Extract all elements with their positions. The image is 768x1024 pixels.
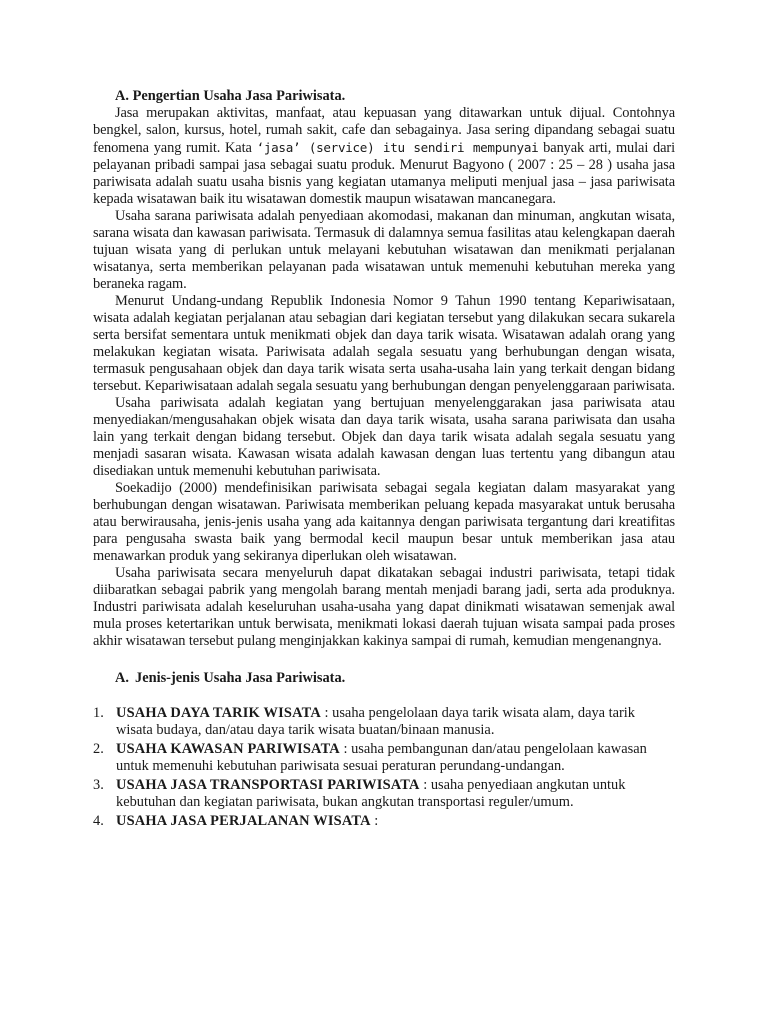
list-item-term: USAHA DAYA TARIK WISATA [116,705,321,721]
document-body [93,88,675,832]
list-item-number: 4. [93,813,104,829]
list-item-term: USAHA KAWASAN PARIWISATA [116,741,340,757]
list-item-term: USAHA JASA TRANSPORTASI PARIWISATA [116,777,420,793]
paragraph-1-text-a: Jasa merupakan aktivitas, manfaat, atau kepuasan yang ditawarkan untuk dijual. Contohnya bengkel, salon, kursus, hotel, rumah sakit, cafe dan sebagainya. Jasa sering dipandang sebagai suatu fenomena yang rumit. Kata [93,105,675,156]
paragraph-2: Usaha sarana pariwisata adalah penyediaan akomodasi, makanan dan minuman, angkutan wisata, sarana wisata dan kawasan pariwisata. Termasuk di dalamnya semua fasilitas atau kelengkapan daerah tujuan wisata yang di perlukan untuk melayani kebutuhan wisatawan dan menikmati perjalanan wisatanya, serta memberikan pelayanan pada wisatawan untuk memenuhi kebutuhan mereka yang beraneka ragam. [93,208,675,292]
list-item-number: 2. [93,741,104,757]
list-item [93,741,675,775]
section-heading-pengertian: A. Pengertian Usaha Jasa Pariwisata. [115,88,346,104]
list-item-description: : usaha penyediaan angkutan untuk kebutuhan dan kegiatan pariwisata, bukan angkutan transportasi reguler/umum. [116,777,626,810]
list-item-term: USAHA JASA PERJALANAN WISATA [116,813,371,829]
paragraph-1-mono-text: ‘jasa’ (service) itu sendiri mempunyai [256,140,539,155]
list-item-description: : usaha pengelolaan daya tarik wisata alam, daya tarik wisata budaya, dan/atau daya tarik wisata buatan/binaan manusia. [116,705,636,738]
list-item-number: 3. [93,777,104,793]
list-item [93,777,675,811]
paragraph-6: Usaha pariwisata secara menyeluruh dapat dikatakan sebagai industri pariwisata, tetapi tidak diibaratkan sebagai pabrik yang mengolah barang mentah menjadi barang jadi, serta ada produknya. Industri pariwisata adalah keseluruhan usaha-usaha yang dapat dinikmati wisatawan semenjak awal mula proses ketertarikan untuk berwisata, menikmati lokasi daerah tujuan wisata sampai pada proses akhir wisatawan tersebut pulang menginjakkan kakinya sampai di rumah, kemudian mengenangnya. [93,565,675,649]
paragraph-5: Soekadijo (2000) mendefinisikan pariwisata sebagai segala kegiatan dalam masyarakat yang berhubungan dengan wisatawan. Pariwisata memberikan peluang kepada masyarakat untuk berusaha atau berwirausaha, jenis-jenis usaha yang ada kaitannya dengan pariwisata tergantung dari kreatifitas para pengusaha swasta baik yang bermodal kecil maupun besar untuk memberikan jasa atau menawarkan produk yang sekiranya diperlukan oleh wisatawan. [93,480,675,564]
paragraph-1-text-b: banyak arti, mulai dari pelayanan pribadi sampai jasa sebagai suatu produk. Menurut Bagyono ( 2007 : 25 – 28 ) usaha jasa pariwisata adalah suatu usaha bisnis yang kegiatan utamanya meliputi menjual jasa – jasa pariwisata kepada wisatawan baik itu wisatawan domestik maupun wisatawan mancanegara. [93,140,675,207]
section-heading-text: Jenis-jenis Usaha Jasa Pariwisata. [135,670,346,686]
section-heading-number: A. [115,670,129,686]
list-item-description: : usaha pembangunan dan/atau pengelolaan kawasan untuk memenuhi kebutuhan pariwisata sesuai peraturan perundang-undangan. [116,741,647,774]
list-item [93,705,675,739]
paragraph-4: Usaha pariwisata adalah kegiatan yang bertujuan menyelenggarakan jasa pariwisata atau menyediakan/mengusahakan objek wisata dan daya tarik wisata, usaha sarana pariwisata dan usaha lain yang terkait dengan bidang tersebut. Objek dan daya tarik wisata adalah segala sesuatu yang menjadi sasaran wisata. Kawasan wisata adalah kawasan dengan luas tertentu yang dibangun atau disediakan untuk memenuhi kebutuhan pariwisata. [93,395,675,479]
business-type-list [93,705,675,830]
paragraph-1 [93,105,675,208]
list-item [93,813,675,830]
list-item-number: 1. [93,705,104,721]
list-item-description: : [370,813,379,829]
section-heading-jenis [115,670,675,687]
paragraph-3: Menurut Undang-undang Republik Indonesia Nomor 9 Tahun 1990 tentang Kepariwisataan, wisata adalah kegiatan perjalanan atau sebagian dari kegiatan tersebut yang dilakukan secara sukarela serta bersifat sementara untuk menikmati objek dan daya tarik wisata. Wisatawan adalah orang yang melakukan kegiatan wisata. Pariwisata adalah segala sesuatu yang berhubungan dengan wisata, termasuk pengusahaan objek dan daya tarik wisata serta usaha-usaha lain yang terkait dengan bidang tersebut. Kepariwisataan adalah segala sesuatu yang berhubungan dengan penyelenggaraan pariwisata. [93,293,675,394]
